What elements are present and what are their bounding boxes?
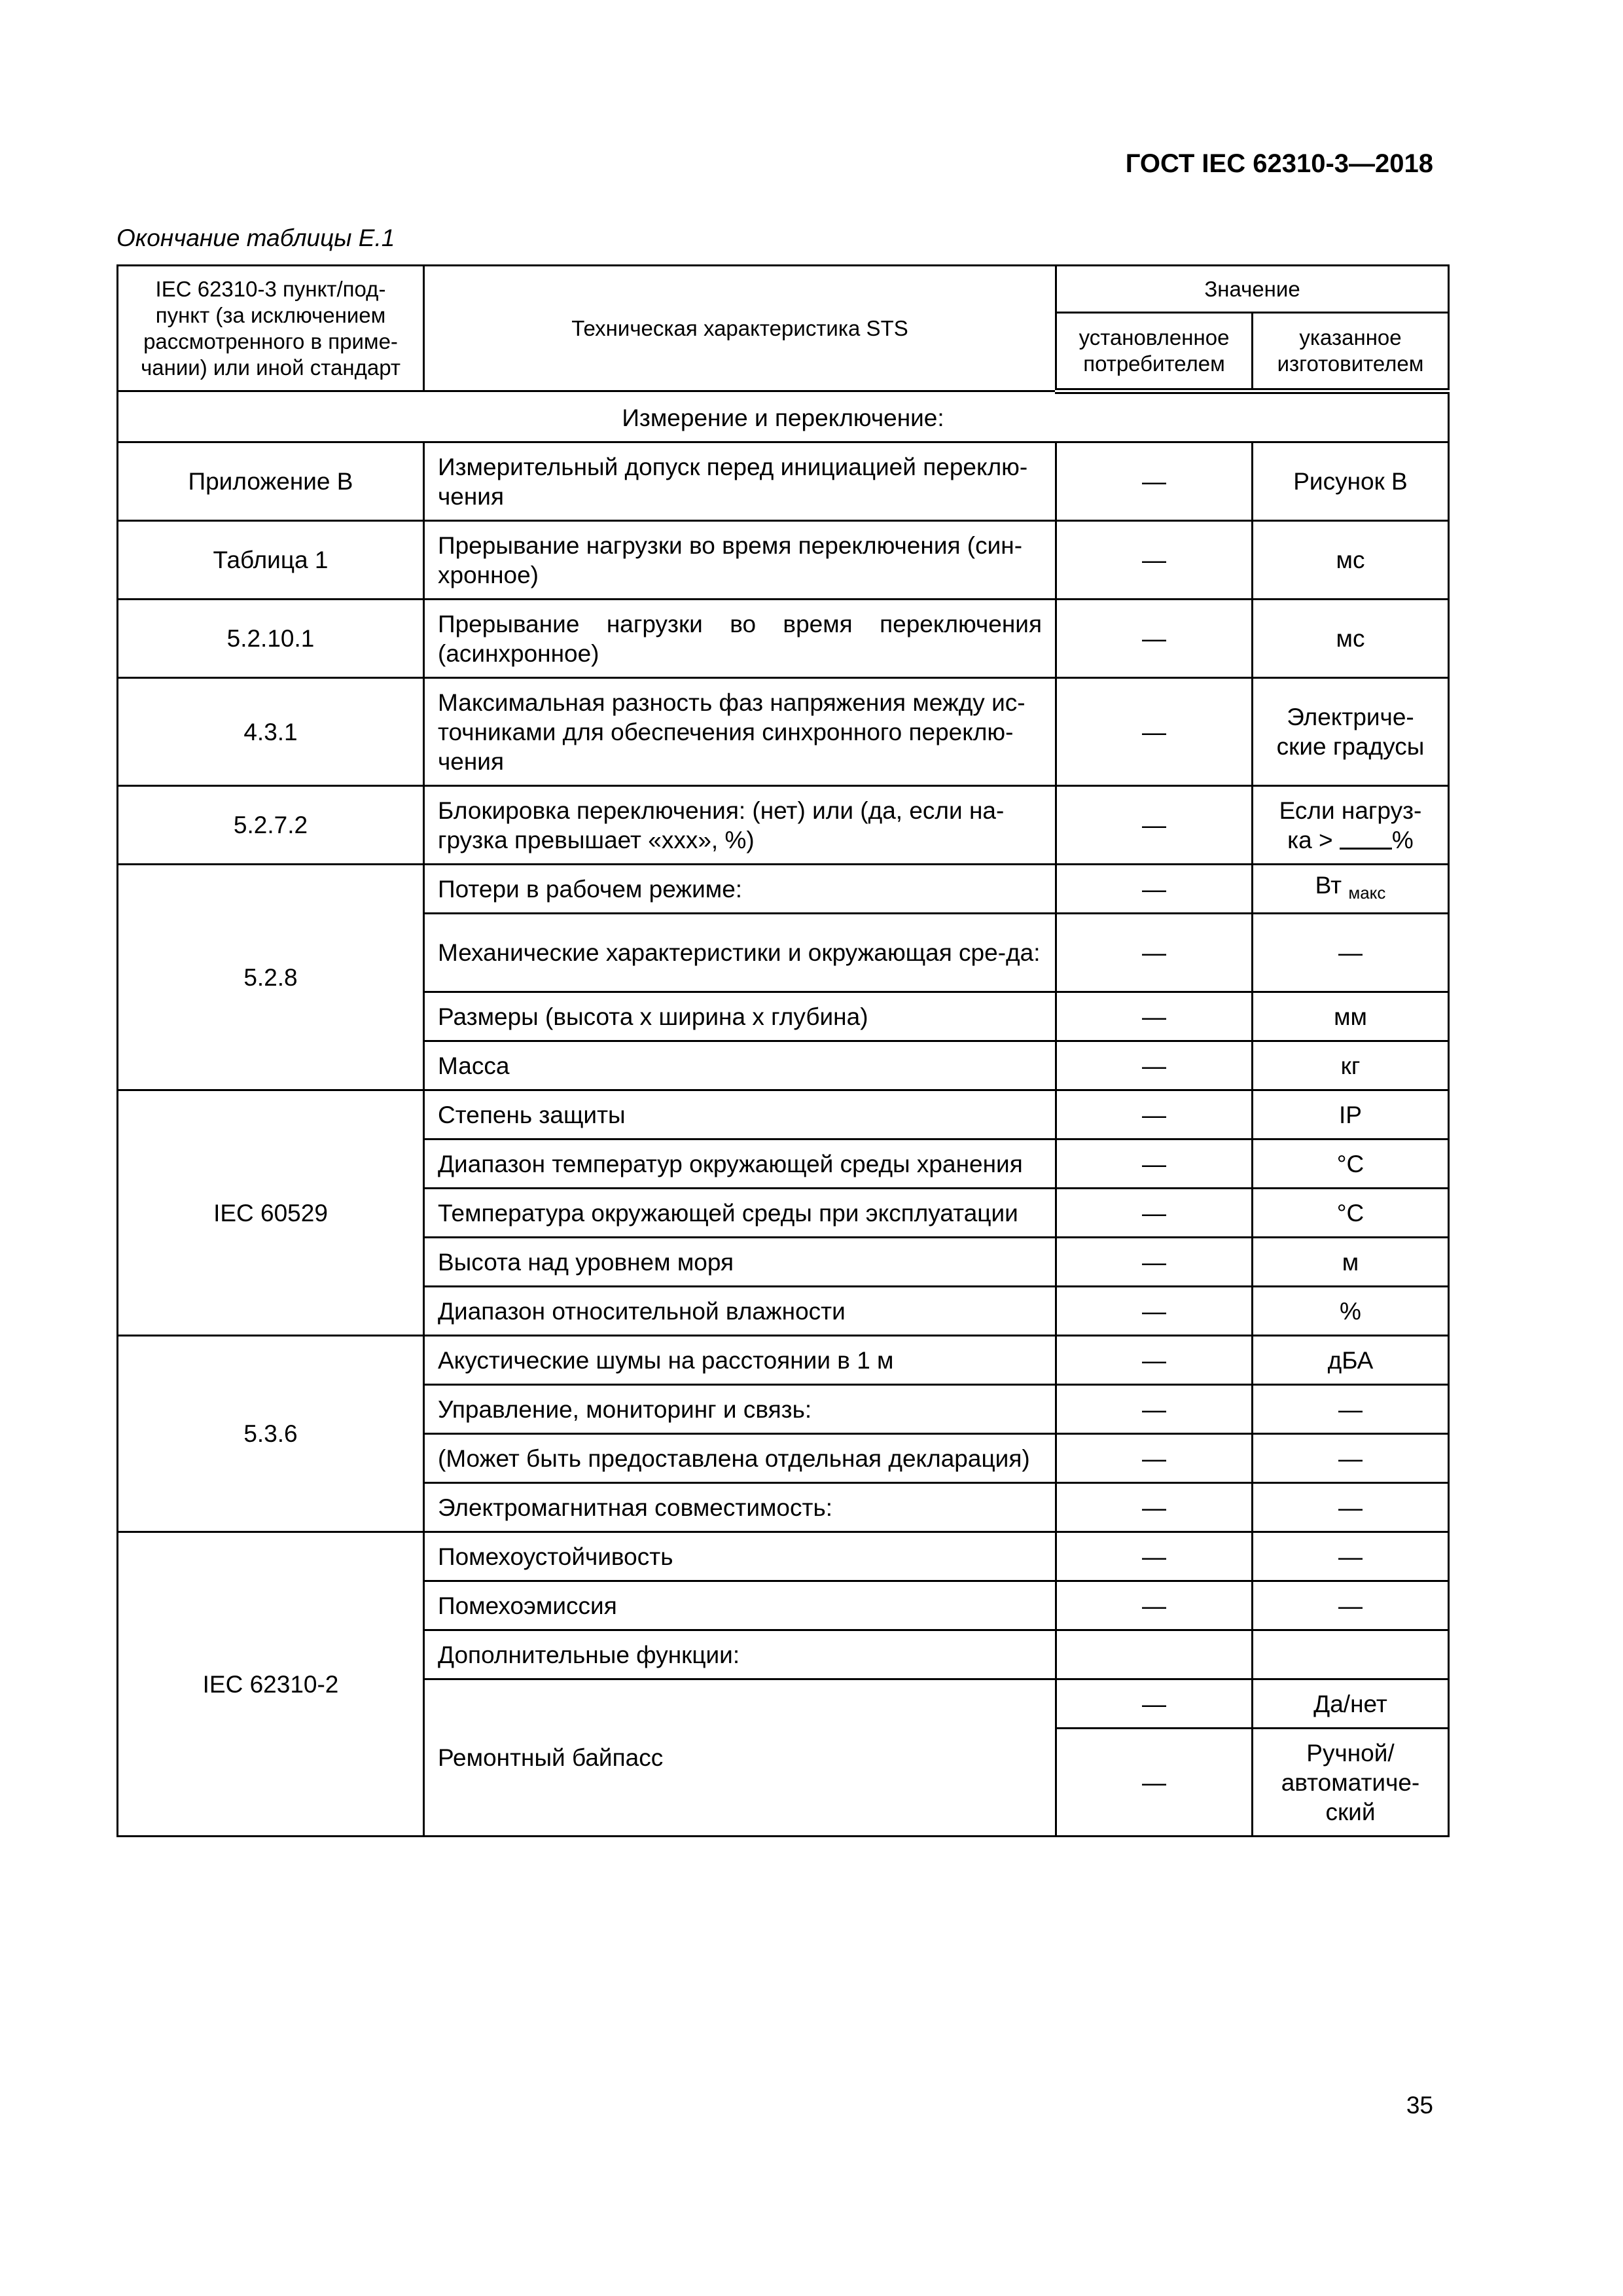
user-value-cell: —	[1056, 442, 1253, 521]
user-value-cell: —	[1056, 1090, 1253, 1139]
characteristic-cell: Потери в рабочем режиме:	[424, 865, 1056, 914]
section-title: Измерение и переключение:	[118, 391, 1449, 442]
table-row	[118, 1336, 1449, 1385]
clause-cell: 5.2.7.2	[118, 786, 424, 865]
clause-cell: 5.2.10.1	[118, 600, 424, 678]
characteristic-cell: Ремонтный байпасс	[424, 1679, 1056, 1837]
user-value-cell: —	[1056, 914, 1253, 992]
characteristic-cell: Механические характеристики и окружающая сре-да:	[424, 914, 1056, 992]
manufacturer-value-cell: Рисунок В	[1253, 442, 1449, 521]
manufacturer-value-cell: Ручной/ автоматиче-ский	[1253, 1729, 1449, 1837]
manufacturer-value-cell	[1253, 865, 1449, 914]
manufacturer-value-cell: —	[1253, 1532, 1449, 1581]
clause-cell: 5.3.6	[118, 1336, 424, 1532]
characteristic-cell: Прерывание нагрузки во время переключения (син-хронное)	[424, 521, 1056, 600]
characteristic-cell: Высота над уровнем моря	[424, 1238, 1056, 1287]
user-value-cell: —	[1056, 1139, 1253, 1189]
user-value-cell: —	[1056, 1483, 1253, 1532]
user-value-cell: —	[1056, 1238, 1253, 1287]
manufacturer-value-cell: Электриче-ские градусы	[1253, 678, 1449, 786]
table-caption: Окончание таблицы Е.1	[116, 224, 395, 251]
manufacturer-value-cell: дБА	[1253, 1336, 1449, 1385]
user-value-cell: —	[1056, 1041, 1253, 1090]
manufacturer-value-cell: мс	[1253, 521, 1449, 600]
specification-table	[116, 264, 1450, 1837]
characteristic-cell: Дополнительные функции:	[424, 1630, 1056, 1679]
characteristic-cell: Измерительный допуск перед инициацией переклю-чения	[424, 442, 1056, 521]
characteristic-cell: Степень защиты	[424, 1090, 1056, 1139]
user-value-cell: —	[1056, 865, 1253, 914]
table-row	[118, 678, 1449, 786]
clause-cell: IEC 60529	[118, 1090, 424, 1336]
characteristic-cell: Масса	[424, 1041, 1056, 1090]
characteristic-cell: Электромагнитная совместимость:	[424, 1483, 1056, 1532]
characteristic-cell: Максимальная разность фаз напряжения между ис-точниками для обеспечения синхронного переклю-чения	[424, 678, 1056, 786]
col-manufacturer-header: указанное изготовителем	[1253, 313, 1449, 391]
table-header-row	[118, 266, 1449, 313]
user-value-cell: —	[1056, 1189, 1253, 1238]
characteristic-cell: Управление, мониторинг и связь:	[424, 1385, 1056, 1434]
user-value-cell: —	[1056, 1287, 1253, 1336]
table-row	[118, 1532, 1449, 1581]
characteristic-cell: Температура окружающей среды при эксплуатации	[424, 1189, 1056, 1238]
user-value-cell: —	[1056, 1679, 1253, 1729]
manufacturer-value-cell: IP	[1253, 1090, 1449, 1139]
load-threshold-line1: Если нагруз-	[1279, 797, 1422, 824]
user-value-cell	[1056, 1630, 1253, 1679]
manufacturer-value-cell	[1253, 1630, 1449, 1679]
manufacturer-value-cell: Да/нет	[1253, 1679, 1449, 1729]
user-value-cell: —	[1056, 1581, 1253, 1630]
manufacturer-value-cell: мм	[1253, 992, 1449, 1041]
section-row	[118, 391, 1449, 442]
unit-watt: Вт	[1315, 871, 1342, 899]
unit-subscript: макс	[1348, 882, 1386, 903]
manufacturer-value-cell: %	[1253, 1287, 1449, 1336]
page-number: 35	[1406, 2092, 1433, 2119]
manufacturer-value-cell: —	[1253, 1581, 1449, 1630]
characteristic-cell: (Может быть предоставлена отдельная декларация)	[424, 1434, 1056, 1483]
table-row	[118, 442, 1449, 521]
clause-cell: 5.2.8	[118, 865, 424, 1090]
col-clause-header: IEC 62310-3 пункт/под-пункт (за исключением рассмотренного в приме-чании) или иной стандарт	[118, 266, 424, 391]
manufacturer-value-cell: кг	[1253, 1041, 1449, 1090]
table-row	[118, 786, 1449, 865]
user-value-cell: —	[1056, 1729, 1253, 1837]
manufacturer-value-cell: —	[1253, 1434, 1449, 1483]
table-row	[118, 1090, 1449, 1139]
user-value-cell: —	[1056, 678, 1253, 786]
manufacturer-value-cell: м	[1253, 1238, 1449, 1287]
table-row	[118, 521, 1449, 600]
clause-cell: Таблица 1	[118, 521, 424, 600]
characteristic-cell: Блокировка переключения: (нет) или (да, если на-грузка превышает «ххх», %)	[424, 786, 1056, 865]
clause-cell: IEC 62310-2	[118, 1532, 424, 1837]
table-row	[118, 865, 1449, 914]
manufacturer-value-cell: —	[1253, 1483, 1449, 1532]
manufacturer-value-cell	[1253, 786, 1449, 865]
manufacturer-value-cell: мс	[1253, 600, 1449, 678]
characteristic-cell: Размеры (высота х ширина х глубина)	[424, 992, 1056, 1041]
col-user-header: установленное потребителем	[1056, 313, 1253, 391]
characteristic-cell: Диапазон относительной влажности	[424, 1287, 1056, 1336]
table-row	[118, 600, 1449, 678]
user-value-cell: —	[1056, 1385, 1253, 1434]
user-value-cell: —	[1056, 786, 1253, 865]
load-threshold-prefix: ка >	[1287, 826, 1333, 853]
characteristic-cell: Помехоэмиссия	[424, 1581, 1056, 1630]
col-value-header: Значение	[1056, 266, 1449, 313]
characteristic-cell: Прерывание нагрузки во время переключения (асинхронное)	[424, 600, 1056, 678]
clause-cell: 4.3.1	[118, 678, 424, 786]
manufacturer-value-cell: °С	[1253, 1189, 1449, 1238]
clause-cell: Приложение В	[118, 442, 424, 521]
manufacturer-value-cell: —	[1253, 1385, 1449, 1434]
characteristic-cell: Диапазон температур окружающей среды хранения	[424, 1139, 1056, 1189]
user-value-cell: —	[1056, 1336, 1253, 1385]
col-characteristic-header: Техническая характеристика STS	[424, 266, 1056, 391]
user-value-cell: —	[1056, 1434, 1253, 1483]
blank-field	[1340, 828, 1392, 850]
user-value-cell: —	[1056, 521, 1253, 600]
manufacturer-value-cell: —	[1253, 914, 1449, 992]
document-code: ГОСТ IEC 62310-3—2018	[1125, 149, 1433, 178]
load-threshold-unit: %	[1391, 826, 1414, 853]
manufacturer-value-cell: °С	[1253, 1139, 1449, 1189]
characteristic-cell: Акустические шумы на расстоянии в 1 м	[424, 1336, 1056, 1385]
user-value-cell: —	[1056, 1532, 1253, 1581]
user-value-cell: —	[1056, 600, 1253, 678]
characteristic-cell: Помехоустойчивость	[424, 1532, 1056, 1581]
user-value-cell: —	[1056, 992, 1253, 1041]
